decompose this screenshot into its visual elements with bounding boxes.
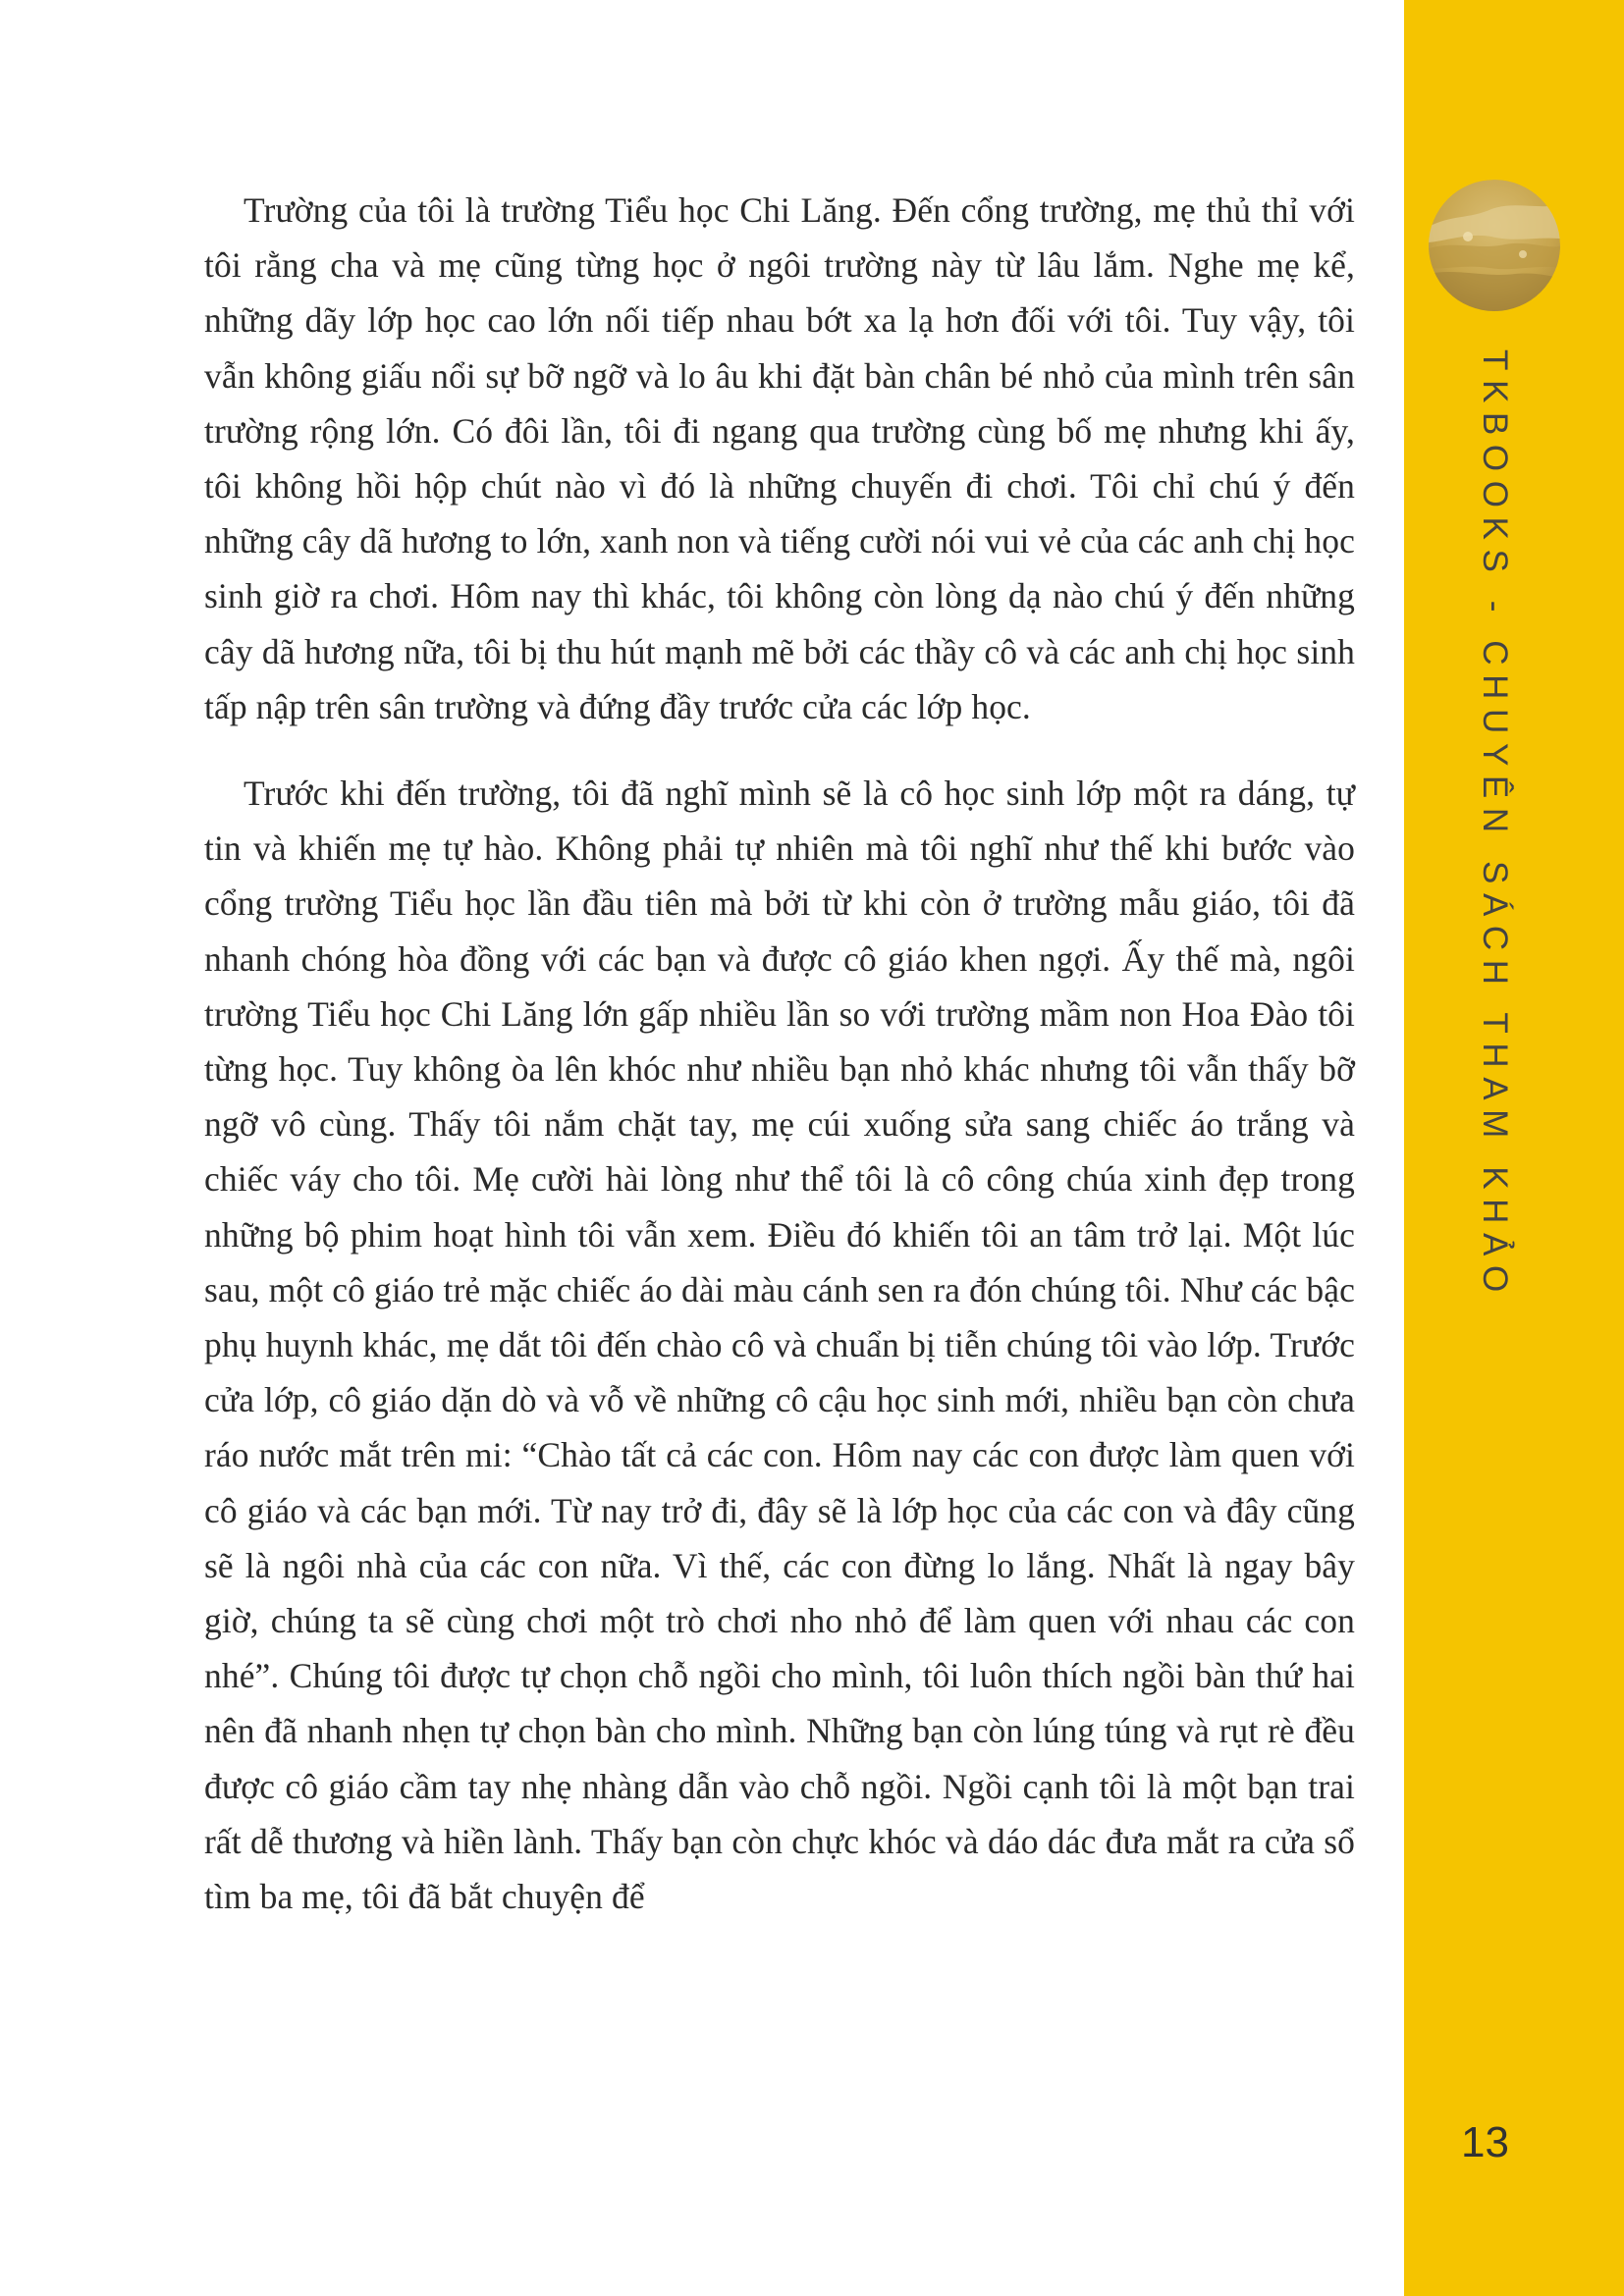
- series-vertical-title: TKBOOKS - CHUYÊN SÁCH THAM KHẢO: [1476, 349, 1514, 1302]
- page-body: [204, 183, 1355, 1924]
- body-paragraph-2: Trước khi đến trường, tôi đã nghĩ mình sẽ là cô học sinh lớp một ra dáng, tự tin và khiến mẹ tự hào. Không phải tự nhiên mà tôi nghĩ như thế khi bước vào cổng trường Tiểu học lần đầu tiên mà bởi từ khi còn ở trường mẫu giáo, tôi đã nhanh chóng hòa đồng với các bạn và được cô giáo khen ngợi. Ấy thế mà, ngôi trường Tiểu học Chi Lăng lớn gấp nhiều lần so với trường mầm non Hoa Đào tôi từng học. Tuy không òa lên khóc như nhiều bạn nhỏ khác nhưng tôi vẫn thấy bỡ ngỡ vô cùng. Thấy tôi nắm chặt tay, mẹ cúi xuống sửa sang chiếc áo trắng và chiếc váy cho tôi. Mẹ cười hài lòng như thể tôi là cô công chúa xinh đẹp trong những bộ phim hoạt hình tôi vẫn xem. Điều đó khiến tôi an tâm trở lại. Một lúc sau, một cô giáo trẻ mặc chiếc áo dài màu cánh sen ra đón chúng tôi. Như các bậc phụ huynh khác, mẹ dắt tôi đến chào cô và chuẩn bị tiễn chúng tôi vào lớp. Trước cửa lớp, cô giáo dặn dò và vỗ về những cô cậu học sinh mới, nhiều bạn còn chưa ráo nước mắt trên mi: “Chào tất cả các con. Hôm nay các con được làm quen với cô giáo và các bạn mới. Từ nay trở đi, đây sẽ là lớp học của các con và đây cũng sẽ là ngôi nhà của các con nữa. Vì thế, các con đừng lo lắng. Nhất là ngay bây giờ, chúng ta sẽ cùng chơi một trò chơi nho nhỏ để làm quen với nhau các con nhé”. Chúng tôi được tự chọn chỗ ngồi cho mình, tôi luôn thích ngồi bàn thứ hai nên đã nhanh nhẹn tự chọn bàn cho mình. Những bạn còn lúng túng và rụt rè đều được cô giáo cầm tay nhẹ nhàng dẫn vào chỗ ngồi. Ngồi cạnh tôi là một bạn trai rất dễ thương và hiền lành. Thấy bạn còn chực khóc và dáo dác đưa mắt ra cửa sổ tìm ba mẹ, tôi đã bắt chuyện để: [204, 774, 1355, 1917]
- page-number: 13: [1461, 2118, 1509, 2166]
- landscape-emblem-icon: [1429, 180, 1560, 311]
- body-paragraph-1: Trường của tôi là trường Tiểu học Chi Lăng. Đến cổng trường, mẹ thủ thỉ với tôi rằng cha và mẹ cũng từng học ở ngôi trường này từ lâu lắm. Nghe mẹ kể, những dãy lớp học cao lớn nối tiếp nhau bớt xa lạ hơn đối với tôi. Tuy vậy, tôi vẫn không giấu nổi sự bỡ ngỡ và lo âu khi đặt bàn chân bé nhỏ của mình trên sân trường rộng lớn. Có đôi lần, tôi đi ngang qua trường cùng bố mẹ nhưng khi ấy, tôi không hồi hộp chút nào vì đó là những chuyến đi chơi. Tôi chỉ chú ý đến những cây dã hương to lớn, xanh non và tiếng cười nói vui vẻ của các anh chị học sinh giờ ra chơi. Hôm nay thì khác, tôi không còn lòng dạ nào chú ý đến những cây dã hương nữa, tôi bị thu hút mạnh mẽ bởi các thầy cô và các anh chị học sinh tấp nập trên sân trường và đứng đầy trước cửa các lớp học.: [204, 190, 1355, 726]
- side-color-bar: [1404, 0, 1624, 2296]
